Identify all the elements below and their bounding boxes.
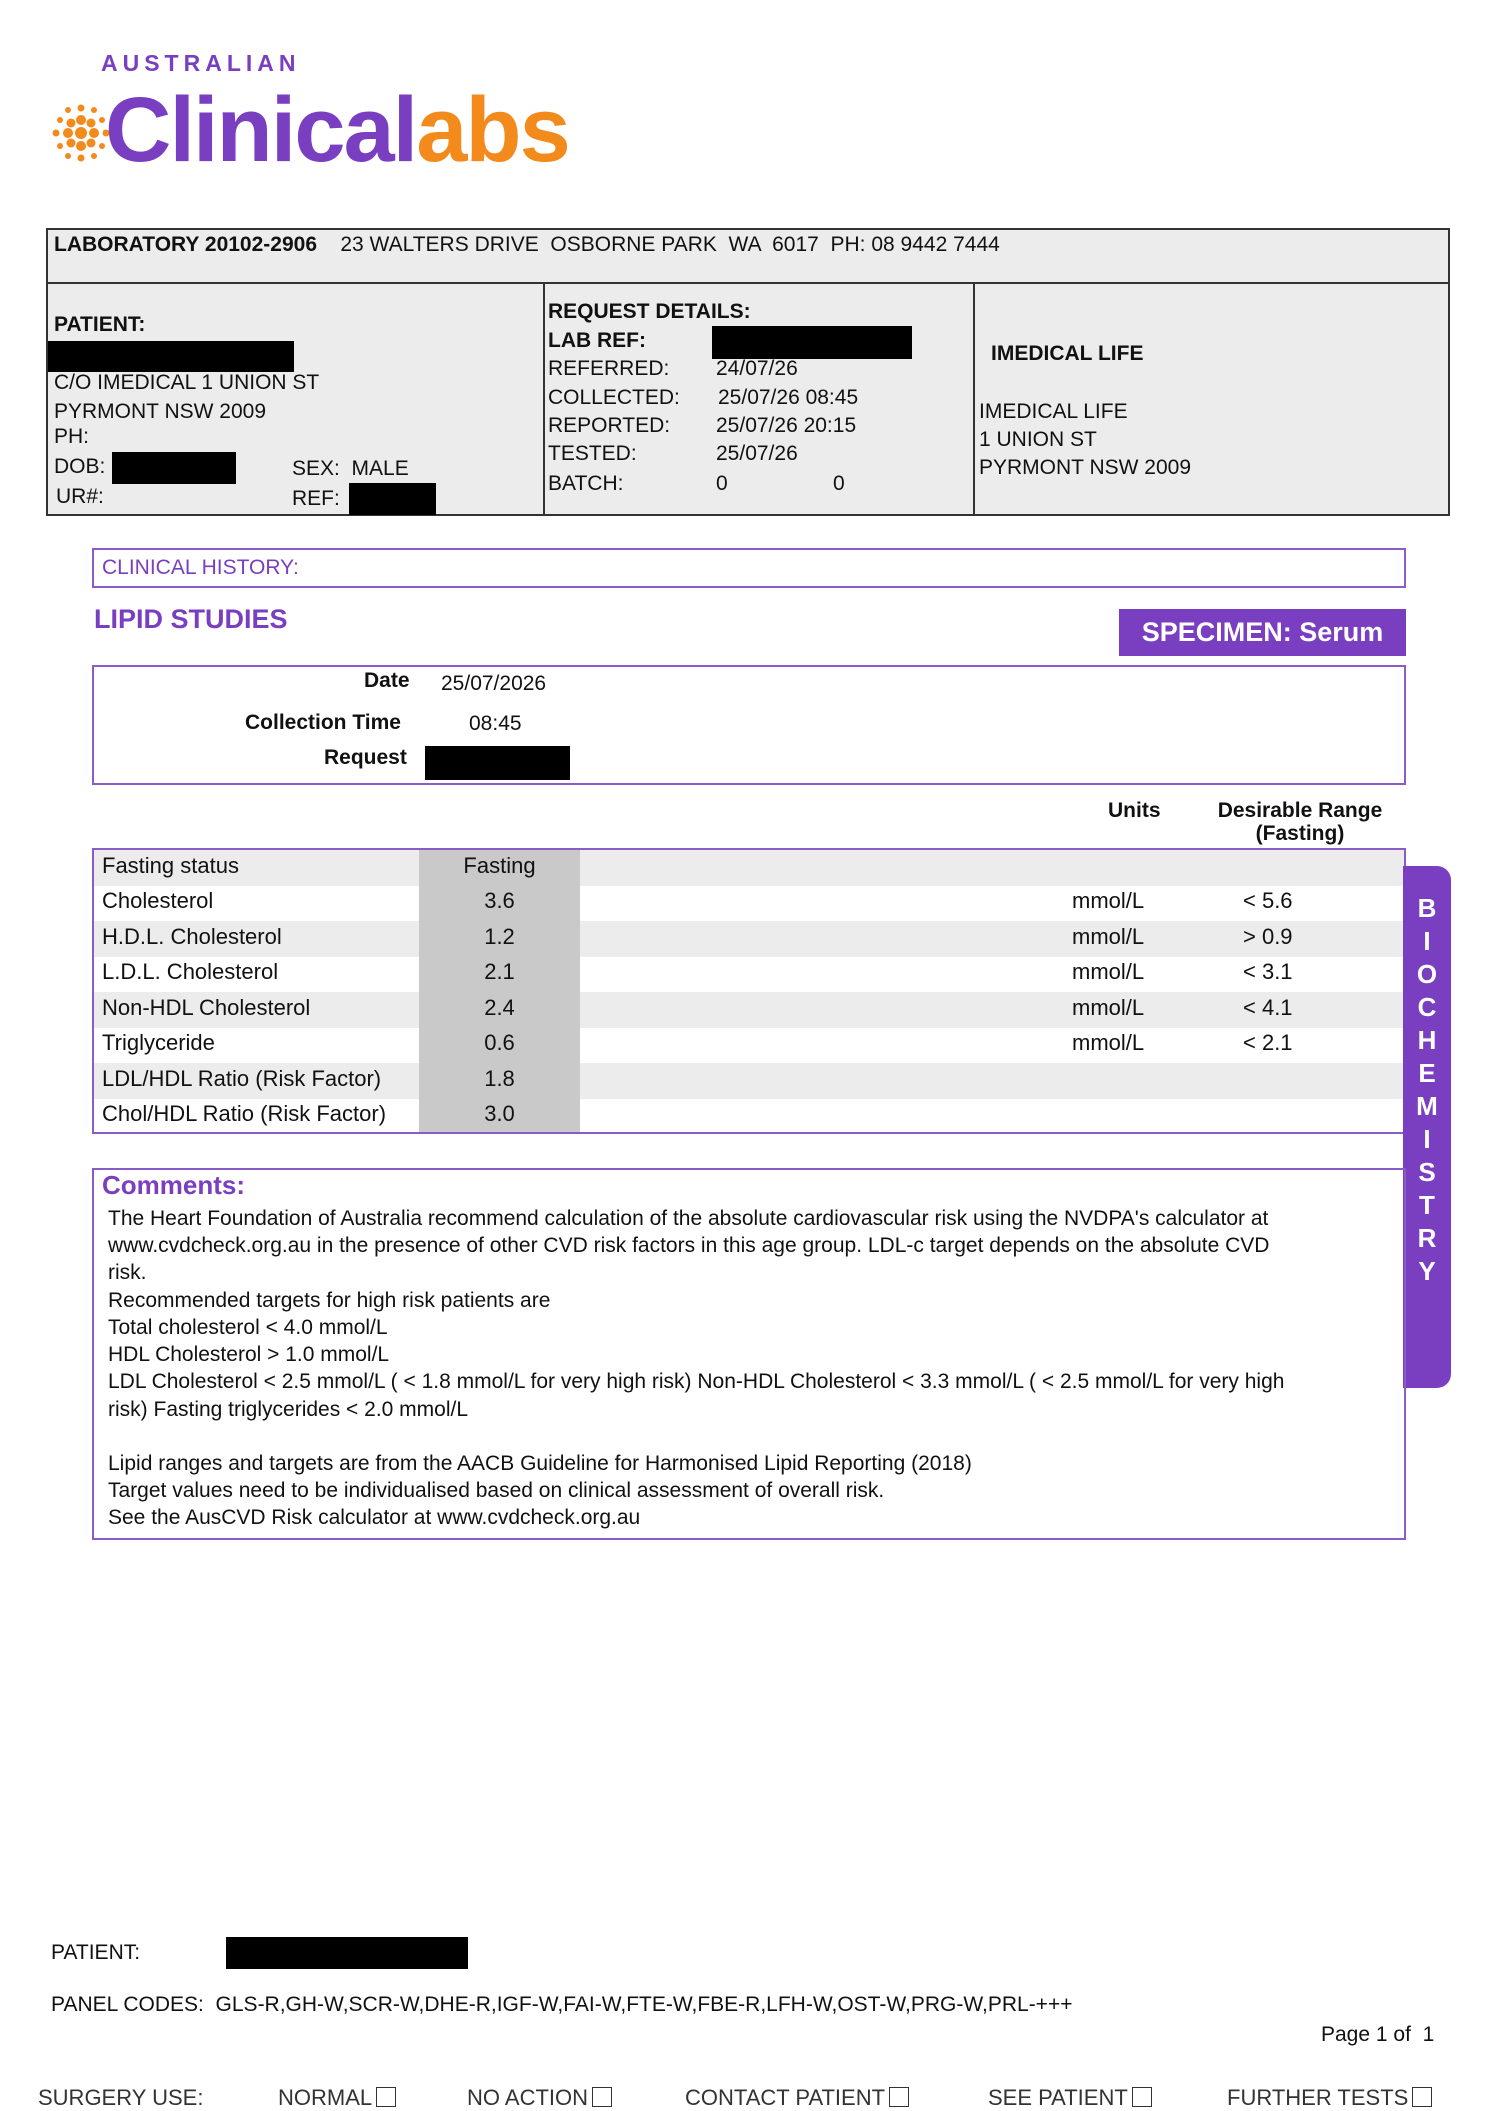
no-action-label: NO ACTION [467, 2085, 589, 2110]
meta-time-value: 08:45 [469, 712, 522, 735]
header-col-divider-1 [543, 283, 545, 515]
result-range: < 3.1 [1243, 959, 1293, 984]
side-tab-letter: I [1423, 1124, 1431, 1154]
patient-sex-label: SEX: [292, 457, 340, 480]
result-value: 2.1 [484, 959, 515, 984]
no-action-checkbox[interactable] [592, 2087, 612, 2107]
side-tab-letter: M [1416, 1091, 1438, 1121]
patient-ref-label: REF: [292, 487, 340, 510]
comment-line: See the AusCVD Risk calculator at www.cvdcheck.org.au [108, 1506, 641, 1529]
redacted-dob [112, 452, 236, 484]
request-tested-value: 25/07/26 [716, 442, 798, 465]
normal-checkbox[interactable] [376, 2087, 396, 2107]
request-reported-value: 25/07/26 20:15 [716, 414, 857, 437]
normal-label: NORMAL [278, 2085, 373, 2110]
footer-panel-codes: PANEL CODES: GLS-R,GH-W,SCR-W,DHE-R,IGF-W,FAI-W,FTE-W,FBE-R,LFH-W,OST-W,PRG-W,PRL-+++ [51, 1993, 1073, 2016]
result-units: mmol/L [1072, 1030, 1145, 1055]
comment-line: risk) Fasting triglycerides < 2.0 mmol/L [108, 1398, 469, 1421]
meta-time-label: Collection Time [245, 711, 401, 734]
request-collected-value: 25/07/26 08:45 [718, 386, 859, 409]
request-collected-label: COLLECTED: [548, 386, 680, 409]
row-bg [94, 886, 1404, 922]
result-value: 3.6 [484, 888, 515, 913]
specimen-badge: SPECIMEN: Serum [1119, 609, 1406, 656]
result-name: H.D.L. Cholesterol [102, 924, 282, 949]
request-labref-label: LAB REF: [548, 329, 646, 352]
patient-sex [292, 457, 409, 481]
logo-wordmark [105, 80, 569, 180]
units-header: Units [1108, 799, 1161, 822]
redacted-patient-name [48, 341, 294, 372]
contact-patient-checkbox[interactable] [889, 2087, 909, 2107]
result-range: < 5.6 [1243, 888, 1293, 913]
result-name: Fasting status [102, 853, 239, 878]
further-tests-checkbox[interactable] [1412, 2087, 1432, 2107]
doctor-heading: IMEDICAL LIFE [991, 342, 1144, 365]
comment-line: risk. [108, 1261, 147, 1284]
result-name: Triglyceride [102, 1030, 215, 1055]
footer-patient-label: PATIENT: [51, 1941, 141, 1964]
doctor-line1: IMEDICAL LIFE [979, 400, 1128, 423]
side-tab-letter: Y [1418, 1256, 1436, 1286]
range-header-line1: Desirable Range [1217, 799, 1383, 822]
result-name: L.D.L. Cholesterol [102, 959, 279, 984]
lab-line [54, 233, 1000, 257]
clinical-history-label: CLINICAL HISTORY: [102, 556, 299, 579]
doctor-line2: 1 UNION ST [979, 428, 1097, 451]
request-referred-value: 24/07/26 [716, 357, 798, 380]
row-bg [94, 1028, 1404, 1064]
patient-addr1: C/O IMEDICAL 1 UNION ST [54, 371, 320, 394]
meta-date-value: 25/07/2026 [441, 672, 547, 695]
side-tab-letter: E [1418, 1058, 1436, 1088]
result-units: mmol/L [1072, 924, 1145, 949]
result-value: Fasting [463, 853, 536, 878]
result-value: 2.4 [484, 995, 515, 1020]
lab-address: 23 WALTERS DRIVE OSBORNE PARK WA 6017 PH: 08 9442 7444 [340, 233, 1000, 256]
see-patient-checkbox[interactable] [1132, 2087, 1152, 2107]
footer-page-number: Page 1 of 1 [1321, 2023, 1435, 2046]
request-batch-value1: 0 [716, 472, 728, 495]
comment-line: The Heart Foundation of Australia recommend calculation of the absolute cardiovascular risk using the NVDPA's calculator at [108, 1207, 1269, 1230]
redacted-request [425, 746, 570, 780]
side-tab-letter: O [1416, 959, 1438, 989]
meta-request-label: Request [324, 746, 407, 769]
patient-heading: PATIENT: [54, 313, 146, 336]
result-name: Chol/HDL Ratio (Risk Factor) [102, 1101, 387, 1126]
contact-patient-label: CONTACT PATIENT [685, 2085, 886, 2110]
row-bg [94, 957, 1404, 993]
row-bg [94, 850, 1404, 886]
patient-addr2: PYRMONT NSW 2009 [54, 400, 266, 423]
header-divider [46, 282, 1450, 284]
redacted-ref [349, 483, 436, 515]
side-tab-letter: T [1419, 1190, 1435, 1220]
doctor-line3: PYRMONT NSW 2009 [979, 456, 1191, 479]
meta-date-label: Date [364, 669, 410, 692]
side-tab-letter: R [1417, 1223, 1437, 1253]
further-tests-label: FURTHER TESTS [1227, 2085, 1409, 2110]
request-reported-label: REPORTED: [548, 414, 671, 437]
patient-ur-label: UR#: [56, 485, 104, 508]
comment-line: www.cvdcheck.org.au in the presence of other CVD risk factors in this age group. LDL-c target depends on the absolute CVD [108, 1234, 1270, 1257]
result-name: Non-HDL Cholesterol [102, 995, 311, 1020]
side-tab-letter: C [1417, 992, 1437, 1022]
result-name: LDL/HDL Ratio (Risk Factor) [102, 1066, 382, 1091]
request-batch-value2: 0 [833, 472, 845, 495]
redacted-footer-patient [226, 1937, 468, 1969]
patient-dob-label: DOB: [54, 455, 106, 478]
request-tested-label: TESTED: [548, 442, 637, 465]
redacted-lab-ref [712, 326, 912, 359]
logo-main-part2: abs [416, 79, 569, 181]
result-value: 1.8 [484, 1066, 515, 1091]
side-tab-letter: I [1423, 926, 1431, 956]
see-patient-option[interactable] [988, 2085, 1152, 2111]
comment-line: Lipid ranges and targets are from the AACB Guideline for Harmonised Lipid Reporting (2018) [108, 1452, 972, 1475]
section-title: LIPID STUDIES [94, 604, 288, 634]
comment-line: Recommended targets for high risk patients are [108, 1289, 551, 1312]
comments-heading: Comments: [102, 1170, 246, 1200]
surgery-use-label: SURGERY USE: [38, 2085, 204, 2110]
side-tab-letter: H [1417, 1025, 1437, 1055]
logo-top-text: AUSTRALIAN [101, 50, 301, 76]
result-units: mmol/L [1072, 995, 1145, 1020]
comment-line: HDL Cholesterol > 1.0 mmol/L [108, 1343, 390, 1366]
result-value: 1.2 [484, 924, 515, 949]
request-referred-label: REFERRED: [548, 357, 670, 380]
result-name: Cholesterol [102, 888, 214, 913]
comment-line: Total cholesterol < 4.0 mmol/L [108, 1316, 388, 1339]
row-bg [94, 921, 1404, 957]
no-action-option[interactable] [467, 2085, 612, 2111]
contact-patient-option[interactable] [685, 2085, 909, 2111]
range-header-line2: (Fasting) [1255, 822, 1345, 845]
result-range: > 0.9 [1243, 924, 1293, 949]
request-batch-label: BATCH: [548, 472, 624, 495]
see-patient-label: SEE PATIENT [988, 2085, 1128, 2110]
result-range: < 4.1 [1243, 995, 1293, 1020]
further-tests-option[interactable] [1227, 2085, 1432, 2111]
patient-ph-label: PH: [54, 425, 90, 448]
patient-sex-value: MALE [351, 457, 409, 480]
result-units: mmol/L [1072, 959, 1145, 984]
comment-line: LDL Cholesterol < 2.5 mmol/L ( < 1.8 mmol/L for very high risk) Non-HDL Cholesterol < 3.3 mmol/L ( < 2.5 mmol/L for very high [108, 1370, 1285, 1393]
normal-option[interactable] [278, 2085, 396, 2111]
logo-main-part1: Clinical [105, 79, 417, 181]
result-range: < 2.1 [1243, 1030, 1293, 1055]
comment-line: Target values need to be individualised based on clinical assessment of overall risk. [108, 1479, 885, 1502]
result-value: 3.0 [484, 1101, 515, 1126]
side-tab-letter: S [1418, 1157, 1436, 1187]
request-heading: REQUEST DETAILS: [548, 300, 751, 323]
lab-label: LABORATORY 20102-2906 [54, 233, 318, 256]
side-tab-letter: B [1417, 893, 1437, 923]
header-col-divider-2 [973, 283, 975, 515]
result-units: mmol/L [1072, 888, 1145, 913]
result-value: 0.6 [484, 1030, 515, 1055]
